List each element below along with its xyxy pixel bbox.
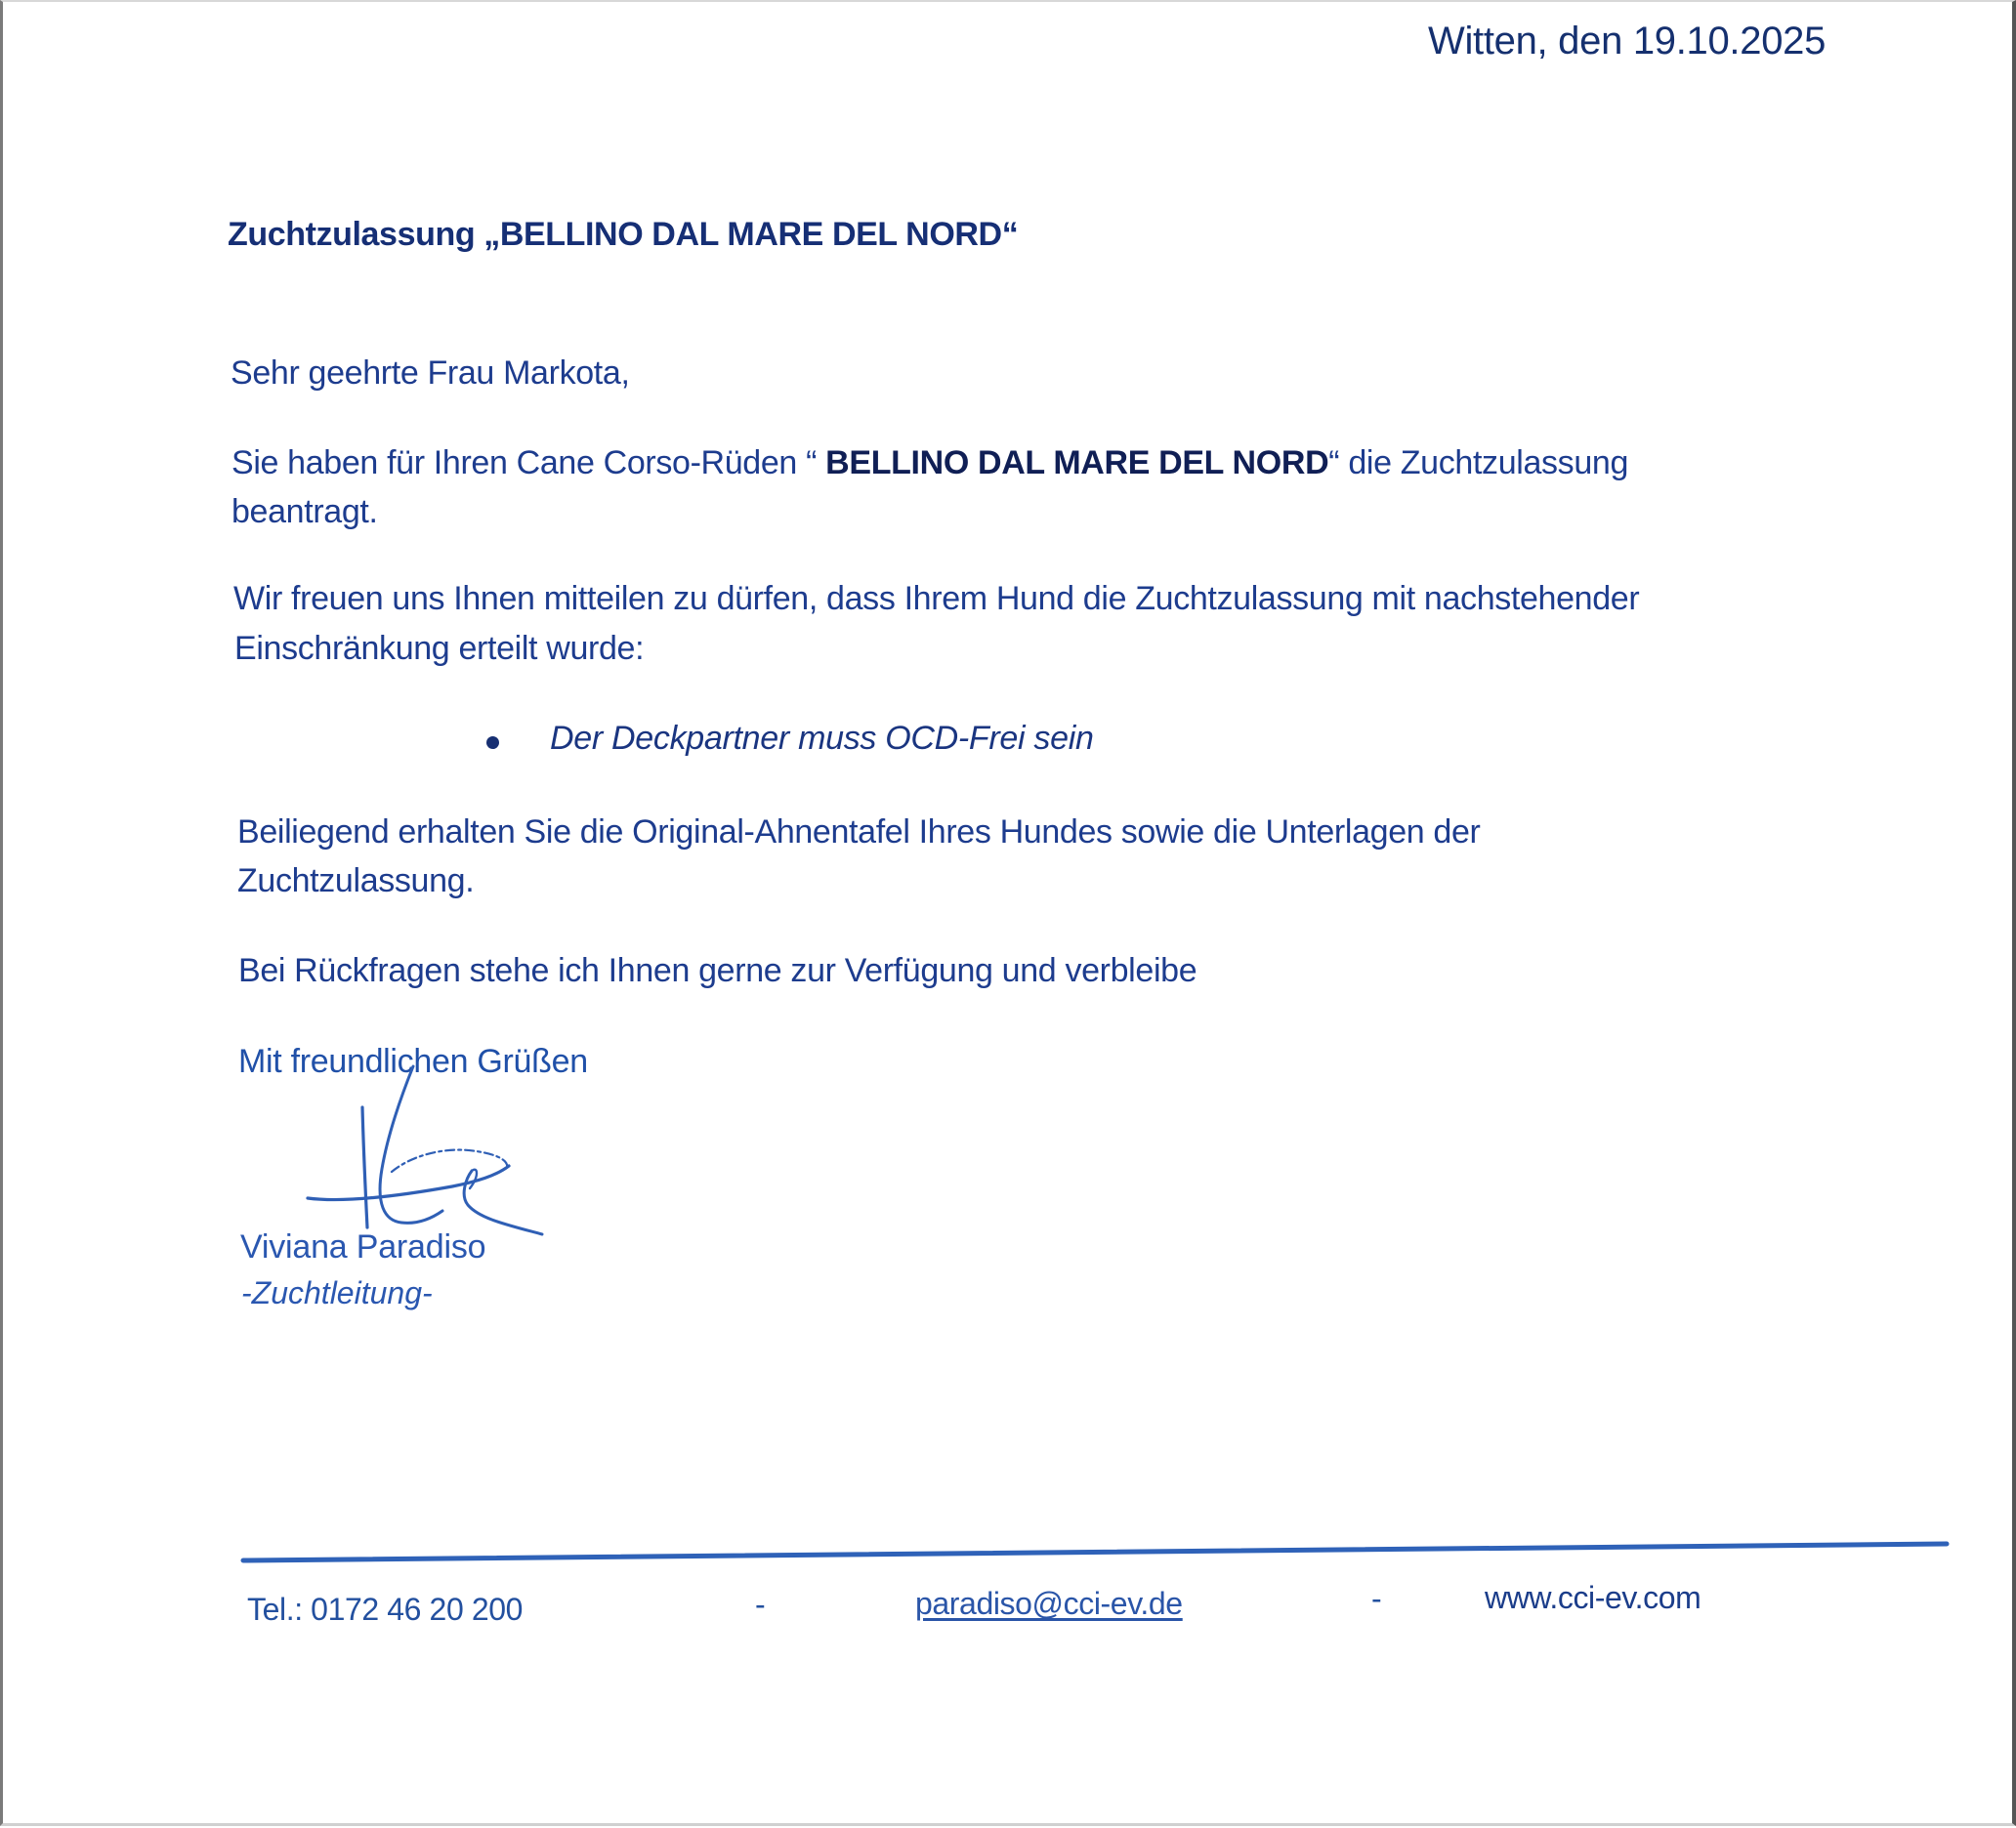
salutation: Sehr geehrte Frau Markota, (231, 354, 630, 392)
paragraph-1-line-1 (231, 446, 1628, 479)
footer-separator: - (755, 1587, 766, 1622)
paragraph-1-text-before: Sie haben für Ihren Cane Corso-Rüden “ (231, 444, 826, 481)
bullet-icon (486, 736, 499, 749)
paragraph-2-line-2: Einschränkung erteilt wurde: (234, 630, 645, 667)
handwritten-signature-icon (286, 1057, 560, 1252)
paragraph-3-line-2: Zuchtzulassung. (237, 862, 475, 899)
footer-email-link[interactable]: paradiso@cci-ev.de (915, 1586, 1183, 1621)
footer-divider (3, 2, 2016, 1828)
paragraph-3-line-1: Beiliegend erhalten Sie die Original-Ahnentafel Ihres Hundes sowie die Unterlagen der (237, 813, 1481, 851)
signatory-role: -Zuchtleitung- (241, 1275, 433, 1310)
restriction-item: Der Deckpartner muss OCD-Frei sein (550, 720, 1094, 757)
paragraph-2-line-1: Wir freuen uns Ihnen mitteilen zu dürfen, dass Ihrem Hund die Zuchtzulassung mit nachstehender (233, 580, 1640, 617)
letter-subject: Zuchtzulassung „BELLINO DAL MARE DEL NORD“ (228, 216, 1019, 253)
footer-phone: Tel.: 0172 46 20 200 (247, 1592, 524, 1627)
paragraph-1-text-after: “ die Zuchtzulassung (1328, 444, 1629, 481)
dog-name: BELLINO DAL MARE DEL NORD (825, 444, 1329, 481)
paragraph-4: Bei Rückfragen stehe ich Ihnen gerne zur Verfügung und verbleibe (238, 952, 1197, 989)
footer-website-link[interactable]: www.cci-ev.com (1485, 1580, 1701, 1615)
closing: Mit freundlichen Grüßen (238, 1043, 588, 1080)
signatory-name: Viviana Paradiso (240, 1228, 486, 1266)
footer-separator: - (1371, 1581, 1382, 1616)
place-date: Witten, den 19.10.2025 (1428, 20, 1827, 62)
paragraph-1-line-2: beantragt. (231, 493, 378, 530)
